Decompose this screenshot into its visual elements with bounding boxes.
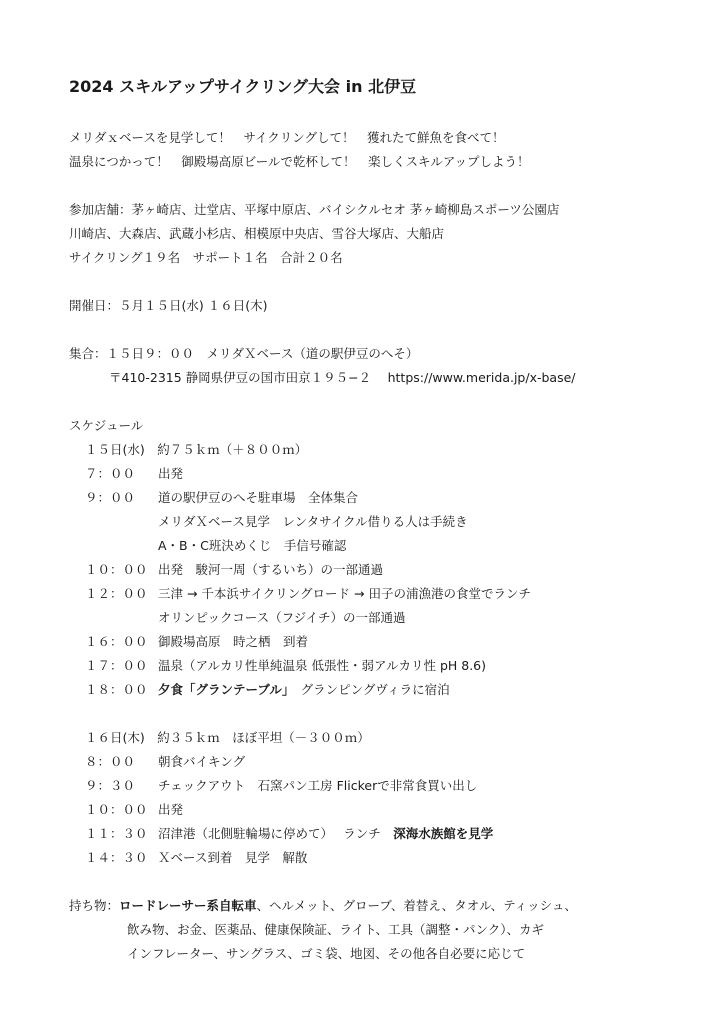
schedule-time: １０：００: [85, 562, 148, 577]
aquarium-visit: 深海水族館を見学: [393, 826, 494, 841]
schedule-time: ９：００: [85, 490, 136, 505]
schedule-text: 出発: [158, 802, 184, 817]
intro-line-2: 温泉につかって！ 御殿場高原ビールで乾杯して！ 楽しくスキルアップしよう！: [69, 154, 530, 169]
schedule-text: チェックアウト 石窯パン工房 Flickerで非常食買い出し: [158, 778, 478, 793]
belongings-line-1: [69, 898, 577, 914]
document-title: 2024 スキルアップサイクリング大会 in 北伊豆: [69, 77, 417, 96]
numazu-lunch: 沼津港（北側駐輪場に停めて） ランチ: [158, 826, 394, 841]
stores-line-1: 参加店舗：茅ヶ崎店、辻堂店、平塚中原店、バイシクルセオ 茅ヶ崎柳島スポーツ公園店: [69, 202, 560, 217]
belongings-bike: ロードレーサー系自転車: [119, 898, 257, 913]
stores-line-2: 川崎店、大森店、武蔵小杉店、相模原中央店、雪谷大塚店、大船店: [69, 226, 445, 241]
day2-header: １６日(木) 約３５ｋｍ ほぼ平坦（－３００ｍ）: [85, 730, 370, 745]
belongings-line-3: インフレーター、サングラス、ゴミ袋、地図、その他各自必要に応じて: [127, 946, 526, 961]
schedule-text: 朝食バイキング: [158, 754, 246, 769]
schedule-text: [158, 682, 450, 698]
schedule-text: 道の駅伊豆のへそ駐車場 全体集合: [158, 490, 359, 505]
schedule-text: 御殿場高原 時之栖 到着: [158, 634, 309, 649]
schedule-time: １２：００: [85, 586, 148, 601]
meeting-line: 集合：１５日９：００ メリダＸベース（道の駅伊豆のへそ）: [69, 346, 419, 361]
schedule-time: ７：００: [85, 466, 136, 481]
schedule-time: １６：００: [85, 634, 148, 649]
schedule-text: 三津 → 千本浜サイクリングロード → 田子の浦漁港の食堂でランチ: [158, 586, 531, 601]
belongings-items: 、ヘルメット、グローブ、着替え、タオル、ティッシュ、: [256, 898, 577, 913]
dinner-lodging: グランピングヴィラに宿泊: [288, 682, 450, 697]
meeting-address: 〒410-2315 静岡県伊豆の国市田京１９５−２ https://www.merida.jp/x-base/: [109, 370, 576, 385]
participant-count: サイクリング１９名 サポート１名 合計２０名: [69, 250, 343, 265]
schedule-text: 出発 駿河一周（するいち）の一部通過: [158, 562, 384, 577]
schedule-text: A・B・C班決めくじ 手信号確認: [158, 538, 347, 553]
dinner-venue: 夕食「グランテーブル」: [158, 682, 289, 697]
schedule-time: １０：００: [85, 802, 148, 817]
schedule-text: オリンピックコース（フジイチ）の一部通過: [158, 610, 406, 625]
belongings-label: 持ち物：: [69, 898, 120, 913]
schedule-time: １４：３０: [85, 850, 148, 865]
schedule-text: Ｘベース到着 見学 解散: [158, 850, 308, 865]
schedule-text: 出発: [158, 466, 184, 481]
belongings-line-2: 飲み物、お金、医薬品、健康保険証、ライト、工具（調整・パンク）、カギ: [127, 922, 545, 937]
schedule-time: １１：３０: [85, 826, 148, 841]
event-dates: 開催日：５月１５日(水) １６日(木): [69, 298, 268, 313]
schedule-time: ８：００: [85, 754, 136, 769]
schedule-time: ９：３０: [85, 778, 136, 793]
schedule-text: 温泉（アルカリ性単純温泉 低張性・弱アルカリ性 pH 8.6): [158, 658, 487, 673]
schedule-text: メリダＸベース見学 レンタサイクル借りる人は手続き: [158, 514, 468, 529]
schedule-time: １７：００: [85, 658, 148, 673]
schedule-label: スケジュール: [69, 418, 144, 433]
schedule-time: １８：００: [85, 682, 148, 697]
intro-line-1: メリダｘベースを見学して！ サイクリングして！ 獲れたて鮮魚を食べて！: [69, 130, 505, 145]
schedule-text: [158, 826, 493, 842]
day1-header: １５日(水) 約７５ｋｍ（＋８００ｍ）: [85, 442, 308, 457]
